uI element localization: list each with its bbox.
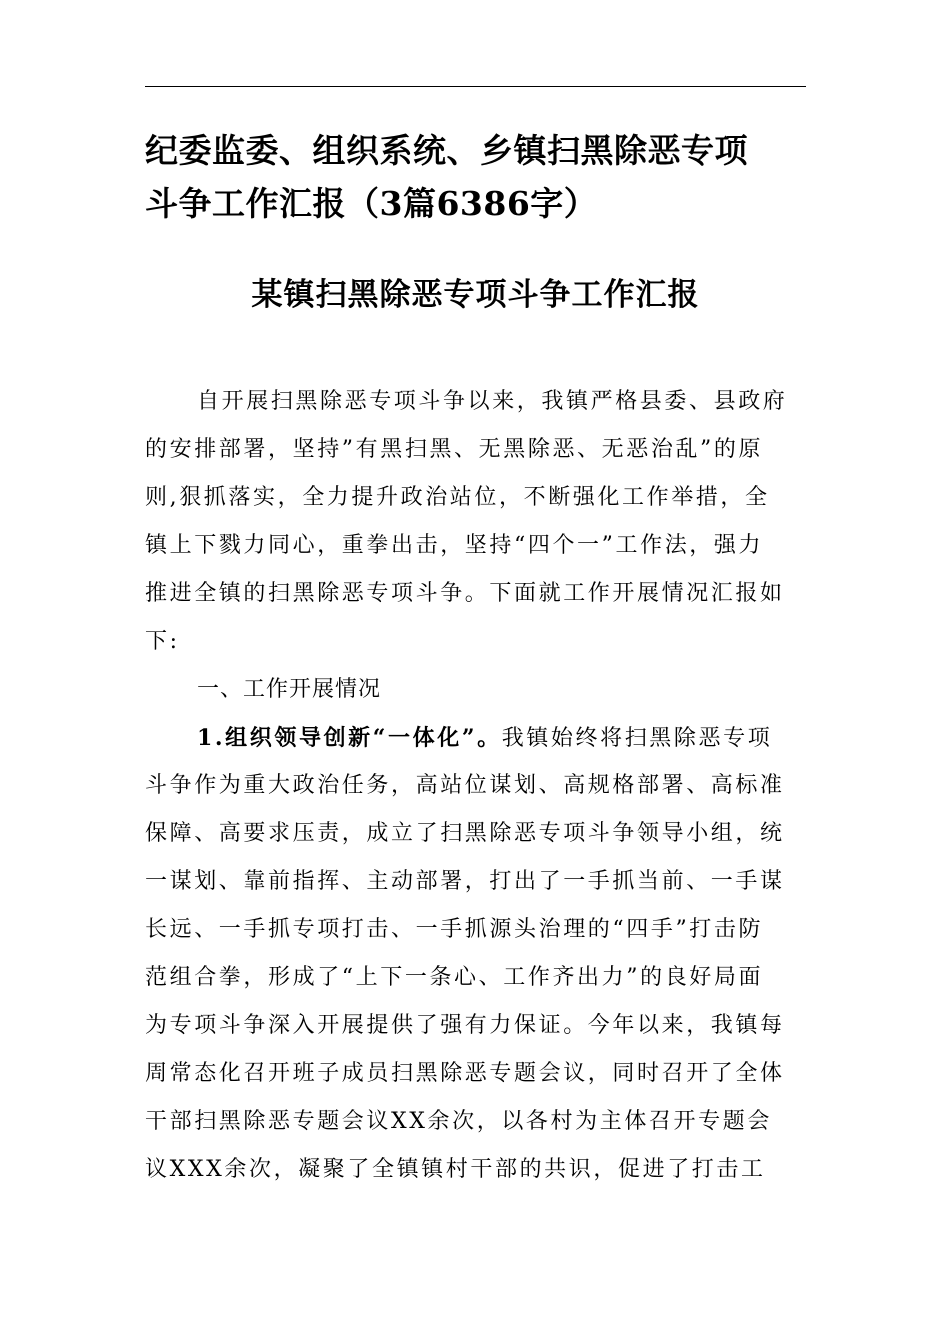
paragraph-line: 的安排部署，坚持”有黑扫黑、无黑除恶、无恶治乱”的原: [145, 437, 764, 462]
title-line: 斗争工作汇报（3篇6386字）: [145, 184, 598, 223]
document-title: [145, 124, 813, 230]
title-line: 纪委监委、组织系统、乡镇扫黑除恶专项: [145, 131, 748, 170]
paragraph-line: 保障、高要求压责，成立了扫黑除恶专项斗争领导小组，统: [145, 821, 785, 846]
paragraph-line: 下:: [145, 629, 180, 654]
section-heading: 一、工作开展情况: [197, 677, 382, 702]
paragraph-line: 为专项斗争深入开展提供了强有力保证。今年以来，我镇每: [145, 1013, 785, 1038]
paragraph-line: 长远、一手抓专项打击、一手抓源头治理的“四手”打击防: [145, 917, 764, 942]
paragraph-line: 干部扫黑除恶专题会议XX余次，以各村为主体召开专题会: [145, 1109, 772, 1134]
article-body: [145, 378, 806, 1194]
paragraph-line: 推进全镇的扫黑除恶专项斗争。下面就工作开展情况汇报如: [145, 581, 785, 606]
paragraph-line: 镇上下戮力同心，重拳出击，坚持“四个一”工作法，强力: [145, 533, 764, 558]
paragraph-line: 斗争作为重大政治任务，高站位谋划、高规格部署、高标准: [145, 773, 785, 798]
paragraph-line: 议XXX余次，凝聚了全镇镇村干部的共识，促进了打击工: [145, 1157, 766, 1182]
paragraph-line: 一谋划、靠前指挥、主动部署，打出了一手抓当前、一手谋: [145, 869, 785, 894]
paragraph-line: 范组合拳，形成了“上下一条心、工作齐出力”的良好局面: [145, 965, 764, 990]
item-first-line: [145, 714, 806, 762]
paragraph-line: 自开展扫黑除恶专项斗争以来，我镇严格县委、县政府: [197, 389, 788, 414]
article-title: 某镇扫黑除恶专项斗争工作汇报: [251, 277, 700, 313]
header-rule: [145, 86, 806, 87]
item-lead-rest: 我镇始终将扫黑除恶专项: [501, 726, 773, 751]
item-lead: 1.组织领导创新“一体化”。: [197, 725, 502, 751]
paragraph-line: 则,狠抓落实，全力提升政治站位，不断强化工作举措，全: [145, 485, 770, 510]
paragraph-line: 周常态化召开班子成员扫黑除恶专题会议，同时召开了全体: [145, 1061, 785, 1086]
